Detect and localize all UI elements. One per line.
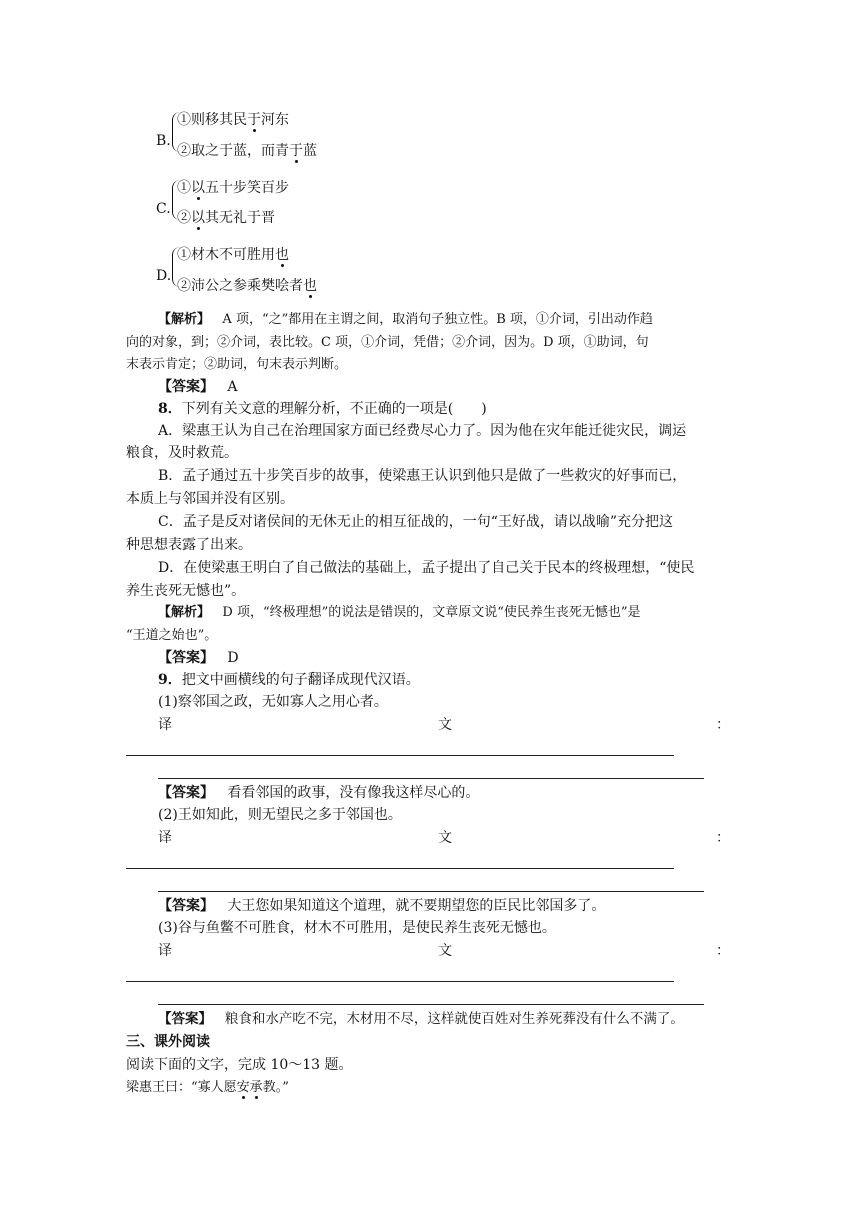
translate-sentence: (1)察邻国之政，无如寡人之用心者。: [158, 694, 388, 710]
analysis-line: 向的对象，到；②介词，表比较。C 项，①介词，凭借；②介词，因为。D 项，①助词，句: [126, 335, 649, 350]
emphasized-char: 以: [191, 210, 205, 226]
choice-line: 粮食，及时救荒。: [126, 445, 238, 461]
choice-line: D．在使梁惠王明白了自己做法的基础上，孟子提出了自己关于民本的终极理想，“使民: [158, 560, 695, 576]
question-8-stem: [158, 399, 487, 419]
question-text: 下列有关文意的理解分析，不正确的一项是( ): [181, 401, 487, 417]
section-instruction: 阅读下面的文字，完成 10～13 题。: [126, 1057, 353, 1073]
answer-blank-line: [158, 1004, 704, 1005]
analysis-line: [158, 310, 653, 330]
text: ①: [177, 180, 191, 196]
text: ①材木不可胜用: [177, 247, 275, 263]
answer-line: [158, 648, 239, 668]
answer-tag: 【答案】: [158, 379, 214, 395]
translate-colon: ：: [716, 717, 730, 733]
analysis-line: [158, 603, 641, 623]
emphasized-char: 也: [275, 247, 289, 263]
translate-colon: ：: [716, 943, 730, 959]
emphasized-char: 于: [247, 112, 261, 128]
text: 河东: [261, 112, 289, 128]
question-text: 把文中画横线的句子翻译成现代汉语。: [181, 672, 420, 688]
choice-line: C．孟子是反对诸侯间的无休无止的相互征战的，一句“王好战，请以战喻”充分把这: [158, 514, 674, 530]
text: 五十步笑百步: [205, 180, 289, 196]
answer-line: [158, 377, 237, 397]
choice-line: 本质上与邻国并没有区别。: [126, 491, 294, 507]
emphasized-char: 承: [249, 1080, 263, 1095]
answer-value: 粮食和水产吃不完，木材用不尽，这样就使百姓对生养死葬没有什么不满了。: [224, 1011, 684, 1027]
text: ①则移其民: [177, 112, 247, 128]
analysis-line: 末表示肯定；②助词，句末表示判断。: [126, 357, 348, 372]
text: ②: [177, 210, 191, 226]
answer-value: D: [227, 650, 239, 666]
option-label: B.: [156, 133, 171, 149]
text: 教。”: [262, 1080, 289, 1095]
answer-line: [158, 896, 605, 916]
passage-line: [126, 1078, 289, 1098]
answer-line: [158, 1009, 684, 1029]
question-number: 8．: [158, 401, 182, 417]
answer-blank-line: [158, 891, 704, 892]
emphasized-char: 于: [289, 143, 303, 159]
answer-blank-line: [126, 981, 674, 982]
option-line: [177, 110, 289, 130]
choice-line: A．梁惠王认为自己在治理国家方面已经费尽心力了。因为他在灾年能迁徙灾民，调运: [158, 423, 687, 439]
option-line: [177, 245, 289, 265]
text: ②取之于蓝，而青: [177, 143, 289, 159]
option-line: [177, 178, 289, 198]
answer-line: [158, 783, 479, 803]
choice-line: B．孟子通过五十步笑百步的故事，使梁惠王认识到他只是做了一些救灾的好事而已，: [158, 468, 687, 484]
translate-sentence: (2)王如知此，则无望民之多于邻国也。: [158, 807, 402, 823]
emphasized-char: 也: [303, 278, 317, 294]
text: 其无礼于晋: [205, 210, 275, 226]
translate-label-wen: 文: [438, 830, 452, 846]
answer-value: 大王您如果知道这个道理，就不要期望您的臣民比邻国多了。: [227, 898, 606, 914]
answer-blank-line: [158, 778, 704, 779]
text: 蓝: [303, 143, 317, 159]
option-label: C.: [156, 201, 171, 217]
text: ②沛公之参乘樊哙者: [177, 278, 303, 294]
translate-label-yi: 译: [158, 830, 172, 846]
text: 梁惠王曰：“寡人愿: [126, 1080, 237, 1095]
choice-line: 养生丧死无憾也”。: [126, 583, 246, 599]
analysis-line: “王道之始也”。: [126, 628, 218, 643]
translate-sentence: (3)谷与鱼鳖不可胜食，材木不可胜用，是使民养生丧死无憾也。: [158, 920, 556, 936]
section-title: 三、课外阅读: [126, 1034, 210, 1050]
option-line: [177, 276, 317, 296]
translate-colon: ：: [716, 830, 730, 846]
translate-label-wen: 文: [438, 717, 452, 733]
analysis-text: D 项，“终极理想”的说法是错误的，文章原文说“使民养生丧死无憾也”是: [222, 605, 641, 620]
answer-tag: 【答案】: [158, 785, 214, 801]
analysis-text: A 项，“之”都用在主谓之间，取消句子独立性。B 项，①介词，引出动作趋: [222, 312, 653, 327]
choice-line: 种思想表露了出来。: [126, 537, 252, 553]
answer-blank-line: [126, 868, 674, 869]
option-line: [177, 141, 317, 161]
translate-label-yi: 译: [158, 717, 172, 733]
emphasized-char: 以: [191, 180, 205, 196]
translate-label-yi: 译: [158, 943, 172, 959]
answer-tag: 【答案】: [158, 650, 214, 666]
analysis-tag: 【解析】: [158, 605, 211, 620]
answer-value: A: [227, 379, 238, 395]
answer-blank-line: [126, 755, 674, 756]
option-line: [177, 208, 275, 228]
analysis-tag: 【解析】: [158, 312, 211, 327]
option-label: D.: [156, 268, 172, 284]
answer-tag: 【答案】: [158, 1011, 212, 1027]
answer-tag: 【答案】: [158, 898, 214, 914]
question-9-stem: [158, 670, 420, 690]
translate-label-wen: 文: [438, 943, 452, 959]
emphasized-char: 安: [236, 1080, 250, 1095]
answer-value: 看看邻国的政事，没有像我这样尽心的。: [227, 785, 480, 801]
question-number: 9．: [158, 672, 182, 688]
